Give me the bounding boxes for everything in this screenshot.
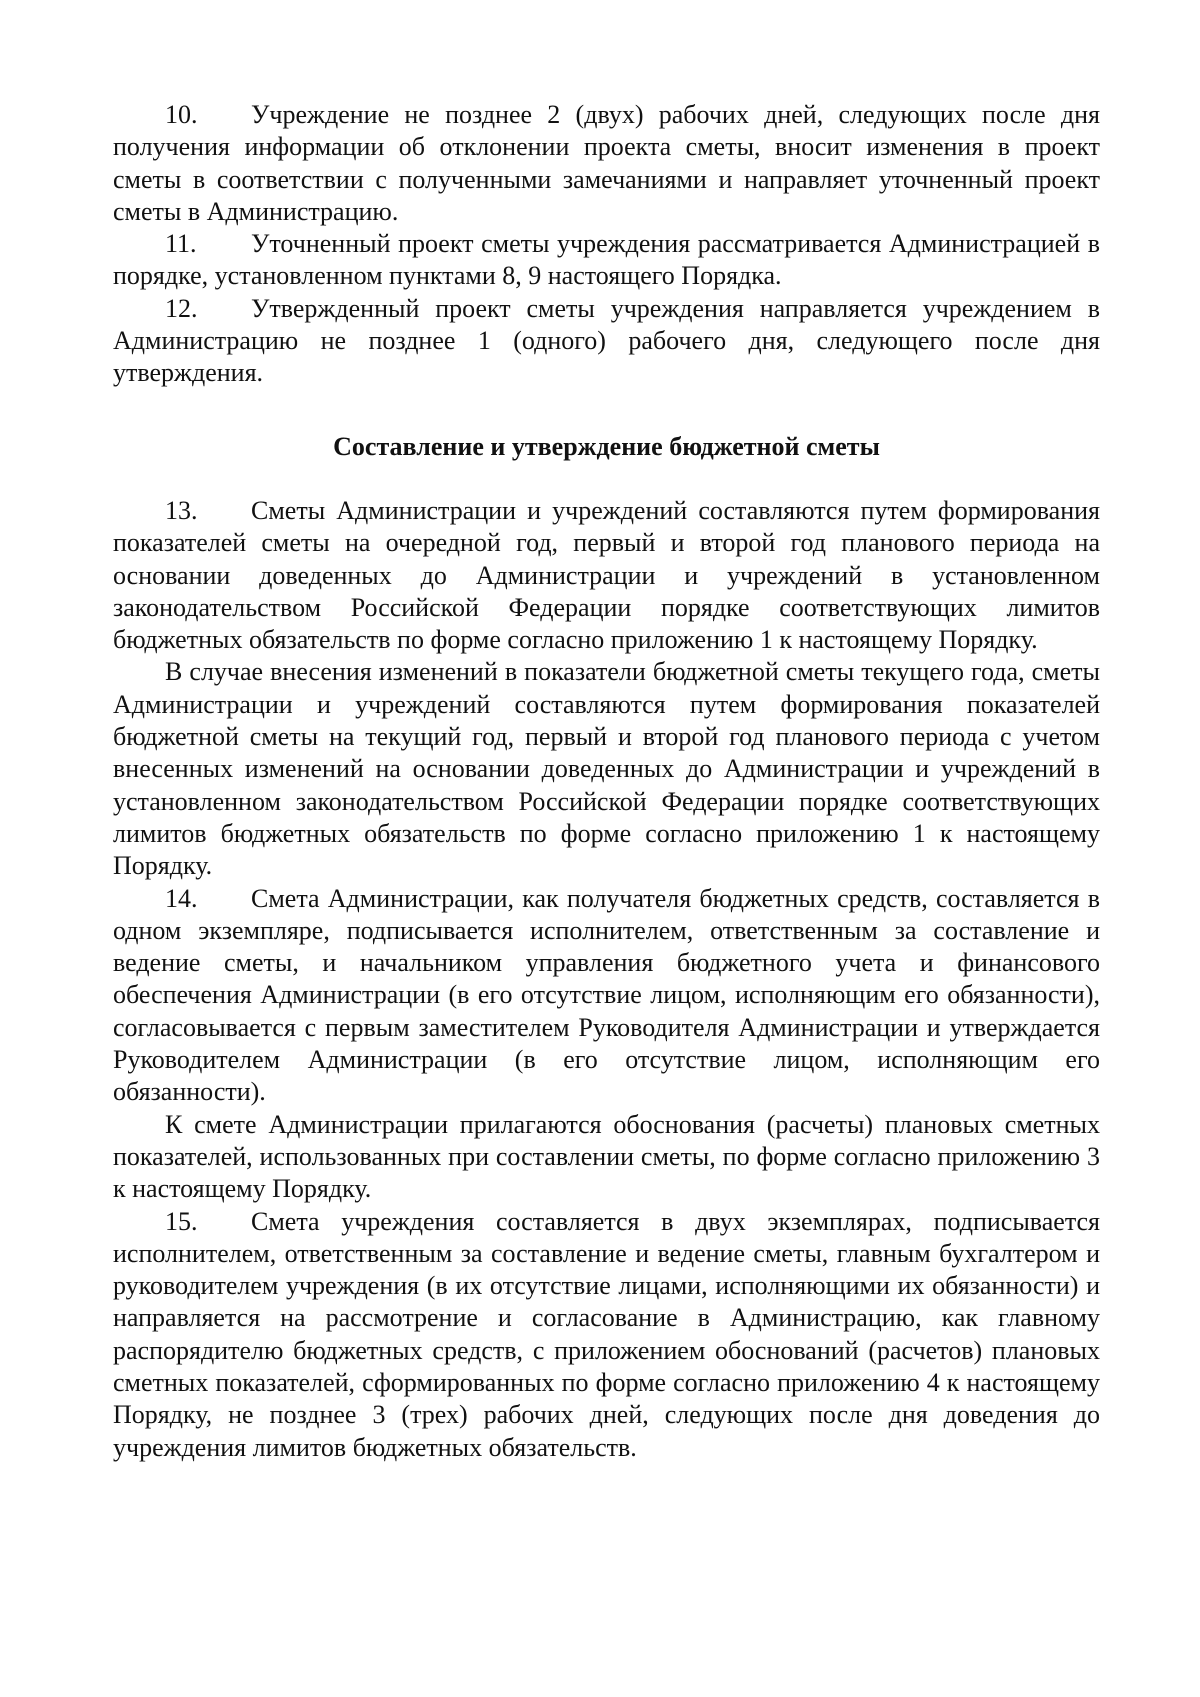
paragraph-10 (113, 99, 1100, 228)
paragraph-number: 13. (165, 495, 198, 525)
paragraph-12 (113, 293, 1100, 390)
paragraph-text: В случае внесения изменений в показатели бюджетной сметы текущего года, сметы Администрации и учреждений составляются путем формирования показателей бюджетной сметы на текущий год, первый и второй год планового периода с учетом внесенных изменений на основании доведенных до Администрации и учреждений в установленном законодательством Российской Федерации порядке соответствующих лимитов бюджетных обязательств по форме согласно приложению 1 к настоящему Порядку. (113, 657, 1100, 881)
paragraph-14-continuation (113, 1109, 1100, 1206)
document-body (113, 99, 1100, 1464)
paragraph-14 (113, 883, 1100, 1109)
section-heading: Составление и утверждение бюджетной сметы (333, 431, 880, 461)
paragraph-number: 15. (165, 1206, 198, 1236)
paragraph-text: Утвержденный проект сметы учреждения направляется учреждением в Администрацию не позднее 1 (одного) рабочего дня, следующего после дня утверждения. (113, 293, 1100, 388)
paragraph-text: Уточненный проект сметы учреждения рассматривается Администрацией в порядке, установленном пунктами 8, 9 настоящего Порядка. (113, 229, 1100, 291)
paragraph-number: 12. (165, 293, 198, 323)
paragraph-text: К смете Администрации прилагаются обоснования (расчеты) плановых сметных показателей, использованных при составлении сметы, по форме согласно приложению 3 к настоящему Порядку. (113, 1109, 1100, 1204)
paragraph-text: Учреждение не позднее 2 (двух) рабочих дней, следующих после дня получения информации об отклонении проекта сметы, вносит изменения в проект сметы в соответствии с полученными замечаниями и направляет уточненный проект сметы в Администрацию. (113, 100, 1100, 226)
paragraph-13-continuation (113, 656, 1100, 882)
paragraph-number: 10. (165, 100, 198, 129)
paragraph-text: Сметы Администрации и учреждений составляются путем формирования показателей сметы на очередной год, первый и второй год планового периода на основании доведенных до Администрации и учреждений в установленном законодательством Российской Федерации порядке соответствующих лимитов бюджетных обязательств по форме согласно приложению 1 к настоящему Порядку. (113, 495, 1100, 655)
paragraph-15 (113, 1206, 1100, 1464)
paragraph-number: 11. (165, 229, 197, 259)
paragraph-number: 14. (165, 883, 198, 913)
paragraph-11 (113, 228, 1100, 293)
paragraph-13 (113, 495, 1100, 656)
paragraph-text: Смета Администрации, как получателя бюджетных средств, составляется в одном экземпляре, подписывается исполнителем, ответственным за составление и ведение сметы, и начальником управления бюджетного учета и финансового обеспечения Администрации (в его отсутствие лицом, исполняющим его обязанности), согласовывается с первым заместителем Руководителя Администрации и утверждается Руководителем Администрации (в его отсутствие лицом, исполняющим его обязанности). (113, 883, 1100, 1107)
paragraph-text: Смета учреждения составляется в двух экземплярах, подписывается исполнителем, ответственным за составление и ведение сметы, главным бухгалтером и руководителем учреждения (в их отсутствие лицами, исполняющими их обязанности) и направляется на рассмотрение и согласование в Администрацию, как главному распорядителю бюджетных средств, с приложением обоснований (расчетов) плановых сметных показателей, сформированных по форме согласно приложению 4 к настоящему Порядку, не позднее 3 (трех) рабочих дней, следующих после дня доведения до учреждения лимитов бюджетных обязательств. (113, 1206, 1100, 1462)
